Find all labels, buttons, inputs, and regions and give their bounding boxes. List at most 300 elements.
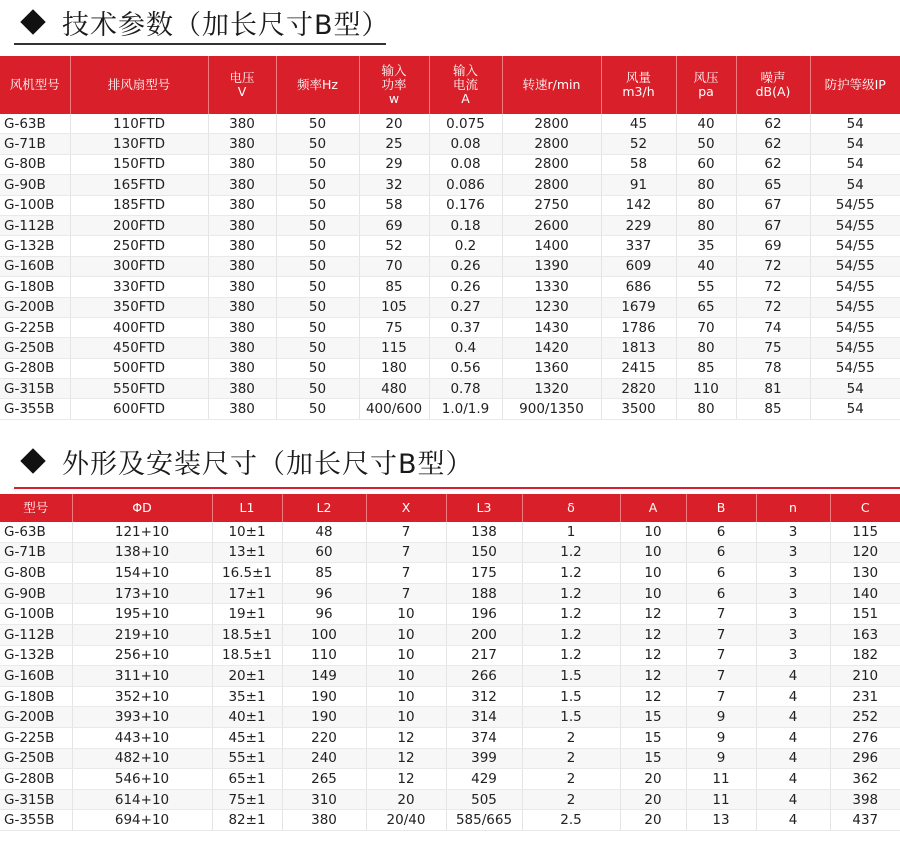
table-cell: 12: [620, 624, 686, 645]
table-cell: 3: [756, 624, 830, 645]
table-cell: 65±1: [212, 769, 282, 790]
table-cell: 10: [620, 522, 686, 542]
table-row: [0, 769, 900, 790]
table-cell: 188: [446, 583, 522, 604]
table-cell: 1420: [502, 338, 601, 358]
table-cell: 18.5±1: [212, 624, 282, 645]
table-cell: 54/55: [810, 256, 900, 276]
model-cell: G-180B: [0, 277, 70, 297]
table-cell: 3: [756, 522, 830, 542]
table-cell: 0.086: [429, 175, 502, 195]
table-cell: 55: [676, 277, 736, 297]
table-cell: 6: [686, 583, 756, 604]
table-cell: 1813: [601, 338, 676, 358]
table-cell: 10: [620, 542, 686, 563]
table-cell: 2: [522, 769, 620, 790]
table-cell: 380: [208, 256, 276, 276]
model-cell: G-200B: [0, 707, 72, 728]
column-header: L3: [446, 494, 522, 522]
table-cell: 0.18: [429, 215, 502, 235]
table-cell: 352+10: [72, 686, 212, 707]
model-cell: G-80B: [0, 154, 70, 174]
table-cell: 450FTD: [70, 338, 208, 358]
table-cell: 10: [620, 583, 686, 604]
table-cell: 130: [830, 563, 900, 584]
table-cell: 12: [620, 666, 686, 687]
table-cell: 217: [446, 645, 522, 666]
table-cell: 1.2: [522, 604, 620, 625]
table-cell: 380: [208, 175, 276, 195]
table-cell: 80: [676, 215, 736, 235]
column-header: 排风扇型号: [70, 56, 208, 114]
table-cell: 142: [601, 195, 676, 215]
column-header: 风压 pa: [676, 56, 736, 114]
table-cell: 380: [208, 379, 276, 399]
column-header: B: [686, 494, 756, 522]
table-cell: 40±1: [212, 707, 282, 728]
table-row: [0, 604, 900, 625]
table-cell: 17±1: [212, 583, 282, 604]
section-title-tech-params: [18, 2, 390, 42]
model-cell: G-355B: [0, 810, 72, 831]
table-cell: 337: [601, 236, 676, 256]
table-cell: 75: [736, 338, 810, 358]
diamond-bullet-icon: [20, 448, 45, 473]
table-cell: 12: [620, 604, 686, 625]
table-cell: 900/1350: [502, 399, 601, 419]
table-cell: 85: [676, 358, 736, 378]
table-cell: 55±1: [212, 748, 282, 769]
table-cell: 1.2: [522, 624, 620, 645]
table-cell: 0.56: [429, 358, 502, 378]
table-cell: 10: [366, 604, 446, 625]
table-cell: 54: [810, 175, 900, 195]
table-cell: 62: [736, 134, 810, 154]
title-underline: [14, 43, 386, 45]
model-cell: G-355B: [0, 399, 70, 419]
column-header: δ: [522, 494, 620, 522]
table-cell: 190: [282, 686, 366, 707]
table-cell: 115: [359, 338, 429, 358]
table-cell: 54: [810, 399, 900, 419]
table-cell: 400/600: [359, 399, 429, 419]
table-cell: 480: [359, 379, 429, 399]
table-cell: 250FTD: [70, 236, 208, 256]
table-cell: 7: [686, 645, 756, 666]
table-cell: 52: [601, 134, 676, 154]
table-cell: 82±1: [212, 810, 282, 831]
table-cell: 398: [830, 789, 900, 810]
table-cell: 62: [736, 114, 810, 134]
table-cell: 312: [446, 686, 522, 707]
table-row: [0, 297, 900, 317]
table-cell: 10: [366, 707, 446, 728]
table-cell: 686: [601, 277, 676, 297]
table-cell: 50: [276, 399, 359, 419]
table-cell: 52: [359, 236, 429, 256]
tech-params-table: [0, 56, 900, 420]
table-cell: 13±1: [212, 542, 282, 563]
table-cell: 182: [830, 645, 900, 666]
section1-title-text: 技术参数（加长尺寸B型）: [62, 9, 390, 41]
model-cell: G-63B: [0, 522, 72, 542]
table-row: [0, 727, 900, 748]
table-cell: 13: [686, 810, 756, 831]
table-cell: 20: [620, 789, 686, 810]
dimensions-header-row: [0, 494, 900, 522]
table-row: [0, 195, 900, 215]
table-cell: 2800: [502, 154, 601, 174]
table-cell: 19±1: [212, 604, 282, 625]
table-cell: 18.5±1: [212, 645, 282, 666]
table-cell: 58: [359, 195, 429, 215]
table-cell: 2415: [601, 358, 676, 378]
table-cell: 7: [686, 686, 756, 707]
table-cell: 74: [736, 317, 810, 337]
table-cell: 7: [686, 624, 756, 645]
table-cell: 393+10: [72, 707, 212, 728]
table-cell: 429: [446, 769, 522, 790]
table-cell: 50: [276, 379, 359, 399]
table-row: [0, 134, 900, 154]
table-row: [0, 175, 900, 195]
table-cell: 32: [359, 175, 429, 195]
table-cell: 1230: [502, 297, 601, 317]
table-cell: 256+10: [72, 645, 212, 666]
table-cell: 20: [620, 810, 686, 831]
table-cell: 400FTD: [70, 317, 208, 337]
table-cell: 0.4: [429, 338, 502, 358]
table-cell: 12: [366, 769, 446, 790]
table-cell: 1.2: [522, 542, 620, 563]
table-cell: 9: [686, 727, 756, 748]
table-cell: 10: [366, 624, 446, 645]
table-cell: 54/55: [810, 297, 900, 317]
table-cell: 40: [676, 114, 736, 134]
column-header: 转速r/min: [502, 56, 601, 114]
table-cell: 3: [756, 563, 830, 584]
table-row: [0, 317, 900, 337]
table-cell: 1.2: [522, 645, 620, 666]
table-cell: 175: [446, 563, 522, 584]
table-cell: 121+10: [72, 522, 212, 542]
model-cell: G-80B: [0, 563, 72, 584]
table-cell: 78: [736, 358, 810, 378]
model-cell: G-250B: [0, 338, 70, 358]
table-cell: 6: [686, 563, 756, 584]
table-cell: 380: [208, 297, 276, 317]
table-cell: 69: [736, 236, 810, 256]
table-cell: 546+10: [72, 769, 212, 790]
table-cell: 229: [601, 215, 676, 235]
column-header: 电压 V: [208, 56, 276, 114]
table-cell: 550FTD: [70, 379, 208, 399]
table-cell: 54: [810, 379, 900, 399]
table-row: [0, 707, 900, 728]
table-cell: 62: [736, 154, 810, 174]
table-cell: 2600: [502, 215, 601, 235]
table-cell: 380: [208, 236, 276, 256]
table-cell: 276: [830, 727, 900, 748]
table-cell: 1786: [601, 317, 676, 337]
table-cell: 15: [620, 748, 686, 769]
table-row: [0, 583, 900, 604]
model-cell: G-280B: [0, 358, 70, 378]
table-cell: 380: [208, 317, 276, 337]
model-cell: G-225B: [0, 727, 72, 748]
table-row: [0, 154, 900, 174]
section2-title-text: 外形及安装尺寸（加长尺寸B型）: [62, 448, 474, 480]
table-cell: 6: [686, 542, 756, 563]
column-header: 噪声 dB(A): [736, 56, 810, 114]
table-cell: 165FTD: [70, 175, 208, 195]
table-cell: 195+10: [72, 604, 212, 625]
table-cell: 96: [282, 604, 366, 625]
table-cell: 2: [522, 748, 620, 769]
model-cell: G-100B: [0, 195, 70, 215]
table-cell: 380: [208, 277, 276, 297]
table-row: [0, 358, 900, 378]
table-cell: 20/40: [366, 810, 446, 831]
table-cell: 1360: [502, 358, 601, 378]
table-cell: 1.5: [522, 686, 620, 707]
table-cell: 190: [282, 707, 366, 728]
table-cell: 50: [676, 134, 736, 154]
table-cell: 110FTD: [70, 114, 208, 134]
tech-params-body: [0, 114, 900, 419]
table-cell: 11: [686, 769, 756, 790]
column-header: X: [366, 494, 446, 522]
column-header: 输入 功率 w: [359, 56, 429, 114]
table-cell: 25: [359, 134, 429, 154]
table-cell: 2820: [601, 379, 676, 399]
table-cell: 0.78: [429, 379, 502, 399]
table-cell: 1.2: [522, 583, 620, 604]
table-cell: 3: [756, 583, 830, 604]
table-cell: 0.2: [429, 236, 502, 256]
table-cell: 694+10: [72, 810, 212, 831]
table-cell: 240: [282, 748, 366, 769]
model-cell: G-112B: [0, 624, 72, 645]
table-cell: 609: [601, 256, 676, 276]
table-cell: 380: [208, 338, 276, 358]
table-cell: 45: [601, 114, 676, 134]
table-cell: 16.5±1: [212, 563, 282, 584]
table-cell: 0.27: [429, 297, 502, 317]
table-cell: 482+10: [72, 748, 212, 769]
table-cell: 15: [620, 727, 686, 748]
table-cell: 0.075: [429, 114, 502, 134]
table-cell: 50: [276, 297, 359, 317]
table-cell: 220: [282, 727, 366, 748]
table-cell: 9: [686, 707, 756, 728]
model-cell: G-160B: [0, 666, 72, 687]
table-cell: 100: [282, 624, 366, 645]
table-cell: 150FTD: [70, 154, 208, 174]
table-cell: 7: [686, 666, 756, 687]
table-cell: 310: [282, 789, 366, 810]
table-cell: 330FTD: [70, 277, 208, 297]
table-cell: 296: [830, 748, 900, 769]
table-cell: 362: [830, 769, 900, 790]
table-cell: 54/55: [810, 277, 900, 297]
table-cell: 96: [282, 583, 366, 604]
table-cell: 265: [282, 769, 366, 790]
table-row: [0, 399, 900, 419]
table-cell: 380: [208, 114, 276, 134]
table-cell: 50: [276, 358, 359, 378]
table-cell: 3: [756, 645, 830, 666]
table-cell: 45±1: [212, 727, 282, 748]
table-cell: 50: [276, 277, 359, 297]
table-cell: 163: [830, 624, 900, 645]
table-cell: 9: [686, 748, 756, 769]
table-cell: 4: [756, 727, 830, 748]
model-cell: G-71B: [0, 542, 72, 563]
table-row: [0, 338, 900, 358]
table-cell: 4: [756, 810, 830, 831]
table-cell: 91: [601, 175, 676, 195]
table-cell: 54: [810, 154, 900, 174]
table-cell: 12: [366, 727, 446, 748]
table-cell: 50: [276, 317, 359, 337]
table-cell: 29: [359, 154, 429, 174]
table-row: [0, 277, 900, 297]
column-header: n: [756, 494, 830, 522]
table-cell: 150: [446, 542, 522, 563]
model-cell: G-90B: [0, 175, 70, 195]
table-cell: 2800: [502, 114, 601, 134]
table-cell: 65: [736, 175, 810, 195]
table-cell: 1: [522, 522, 620, 542]
table-row: [0, 522, 900, 542]
table-cell: 120: [830, 542, 900, 563]
column-header: 输入 电流 A: [429, 56, 502, 114]
table-row: [0, 215, 900, 235]
table-cell: 80: [676, 195, 736, 215]
model-cell: G-132B: [0, 645, 72, 666]
table-cell: 80: [676, 175, 736, 195]
table-cell: 505: [446, 789, 522, 810]
table-cell: 50: [276, 338, 359, 358]
table-cell: 67: [736, 215, 810, 235]
table-cell: 115: [830, 522, 900, 542]
table-cell: 500FTD: [70, 358, 208, 378]
table-cell: 252: [830, 707, 900, 728]
table-row: [0, 379, 900, 399]
table-cell: 65: [676, 297, 736, 317]
table-cell: 0.26: [429, 256, 502, 276]
table-cell: 138: [446, 522, 522, 542]
table-cell: 40: [676, 256, 736, 276]
table-row: [0, 686, 900, 707]
table-cell: 4: [756, 686, 830, 707]
table-cell: 50: [276, 195, 359, 215]
table-cell: 140: [830, 583, 900, 604]
table-cell: 12: [620, 686, 686, 707]
table-cell: 54/55: [810, 215, 900, 235]
table-cell: 72: [736, 297, 810, 317]
model-cell: G-200B: [0, 297, 70, 317]
table-cell: 4: [756, 748, 830, 769]
table-row: [0, 563, 900, 584]
table-cell: 380: [208, 399, 276, 419]
table-cell: 85: [282, 563, 366, 584]
table-cell: 50: [276, 134, 359, 154]
table-cell: 0.176: [429, 195, 502, 215]
table-cell: 1330: [502, 277, 601, 297]
column-header: ΦD: [72, 494, 212, 522]
table-cell: 67: [736, 195, 810, 215]
table-cell: 50: [276, 154, 359, 174]
table-cell: 4: [756, 789, 830, 810]
table-cell: 60: [282, 542, 366, 563]
column-header: 风机型号: [0, 56, 70, 114]
table-cell: 72: [736, 277, 810, 297]
table-cell: 11: [686, 789, 756, 810]
table-cell: 12: [620, 645, 686, 666]
table-cell: 4: [756, 769, 830, 790]
table-cell: 105: [359, 297, 429, 317]
table-cell: 151: [830, 604, 900, 625]
table-cell: 7: [366, 522, 446, 542]
model-cell: G-160B: [0, 256, 70, 276]
table-cell: 3: [756, 542, 830, 563]
title-underline-red: [14, 487, 900, 489]
table-cell: 50: [276, 175, 359, 195]
table-cell: 2.5: [522, 810, 620, 831]
table-cell: 173+10: [72, 583, 212, 604]
table-cell: 58: [601, 154, 676, 174]
table-cell: 443+10: [72, 727, 212, 748]
table-cell: 399: [446, 748, 522, 769]
table-cell: 3500: [601, 399, 676, 419]
table-cell: 380: [208, 154, 276, 174]
model-cell: G-225B: [0, 317, 70, 337]
table-cell: 2: [522, 727, 620, 748]
table-cell: 50: [276, 236, 359, 256]
table-row: [0, 624, 900, 645]
table-cell: 54/55: [810, 236, 900, 256]
table-row: [0, 236, 900, 256]
table-cell: 54/55: [810, 338, 900, 358]
table-cell: 48: [282, 522, 366, 542]
table-cell: 2750: [502, 195, 601, 215]
table-cell: 374: [446, 727, 522, 748]
table-cell: 380: [282, 810, 366, 831]
model-cell: G-100B: [0, 604, 72, 625]
table-cell: 7: [366, 563, 446, 584]
table-row: [0, 789, 900, 810]
table-cell: 70: [676, 317, 736, 337]
table-cell: 1400: [502, 236, 601, 256]
dimensions-body: [0, 522, 900, 830]
table-cell: 1.5: [522, 707, 620, 728]
table-cell: 1320: [502, 379, 601, 399]
table-cell: 196: [446, 604, 522, 625]
table-cell: 3: [756, 604, 830, 625]
table-cell: 54/55: [810, 358, 900, 378]
table-cell: 1430: [502, 317, 601, 337]
model-cell: G-71B: [0, 134, 70, 154]
table-cell: 35±1: [212, 686, 282, 707]
table-cell: 149: [282, 666, 366, 687]
table-cell: 2: [522, 789, 620, 810]
table-cell: 110: [282, 645, 366, 666]
table-cell: 50: [276, 114, 359, 134]
table-cell: 60: [676, 154, 736, 174]
table-cell: 200FTD: [70, 215, 208, 235]
